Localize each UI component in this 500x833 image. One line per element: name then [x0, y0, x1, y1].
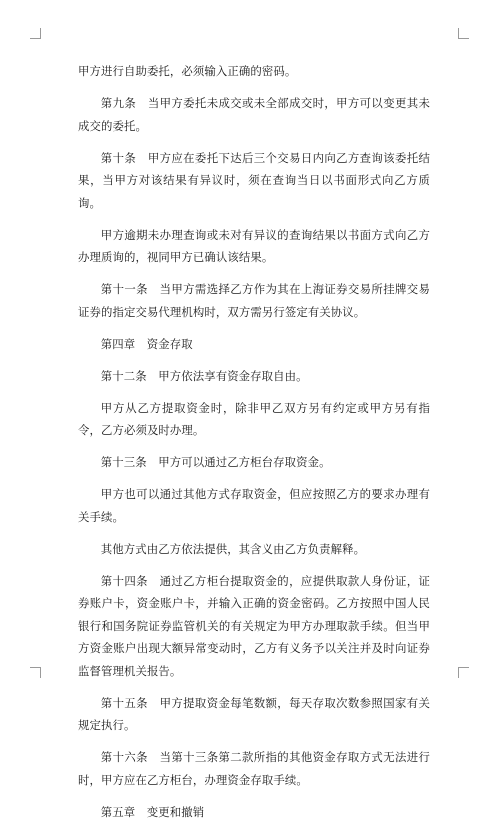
article-10: 第十条 甲方应在委托下达后三个交易日内向乙方查询该委托结果，当甲方对该结果有异议时，须在查询当日以书面形式向乙方质询。 [78, 150, 430, 210]
paragraph-continuation: 甲方进行自助委托，必须输入正确的密码。 [78, 64, 297, 78]
article-10-clause-2: 甲方逾期未办理查询或未对有异议的查询结果以书面方式向乙方办理质询的，视同甲方已确认该结果。 [78, 227, 430, 264]
article-16: 第十六条 当第十三条第二款所指的其他资金存取方式无法进行时，甲方应在乙方柜台，办理资金存取手续。 [78, 750, 430, 787]
article-13-clause-3: 其他方式由乙方依法提供，其含义由乙方负责解释。 [100, 541, 366, 556]
crop-mark-bottom-right [458, 667, 469, 678]
article-15: 第十五条 甲方提取资金每笔数额，每天存取次数参照国家有关规定执行。 [78, 695, 430, 732]
crop-mark-top-right [458, 28, 469, 39]
document-body [78, 60, 430, 833]
article-11: 第十一条 当甲方需选择乙方作为其在上海证券交易所挂牌交易证券的指定交易代理机构时，双方需另行签定有关协议。 [78, 282, 430, 319]
article-9: 第九条 当甲方委托未成交或未全部成交时，甲方可以变更其未成交的委托。 [78, 96, 430, 133]
chapter-5-heading: 第五章 变更和撤销 [100, 804, 205, 819]
article-12-clause-2: 甲方从乙方提取资金时，除非甲乙双方另有约定或甲方另有指令，乙方必须及时办理。 [78, 400, 430, 437]
article-12: 第十二条 甲方依法享有资金存取自由。 [100, 368, 308, 383]
article-13: 第十三条 甲方可以通过乙方柜台存取资金。 [100, 455, 331, 469]
chapter-4-heading: 第四章 资金存取 [100, 336, 193, 351]
crop-mark-bottom-left [30, 667, 41, 678]
article-13-clause-2: 甲方也可以通过其他方式存取资金，但应按照乙方的要求办理有关手续。 [78, 487, 430, 524]
article-14: 第十四条 通过乙方柜台提取资金的，应提供取款人身份证，证券账户卡，资金账户卡，并输入正确的资金密码。乙方按照中国人民银行和国务院证券监管机关的有关规定为甲方办理取款手续。但当甲方资金账户出现大额异常变动时，乙方有义务予以关注并及时向证券监督管理机关报告。 [78, 573, 430, 678]
crop-mark-top-left [30, 28, 41, 39]
